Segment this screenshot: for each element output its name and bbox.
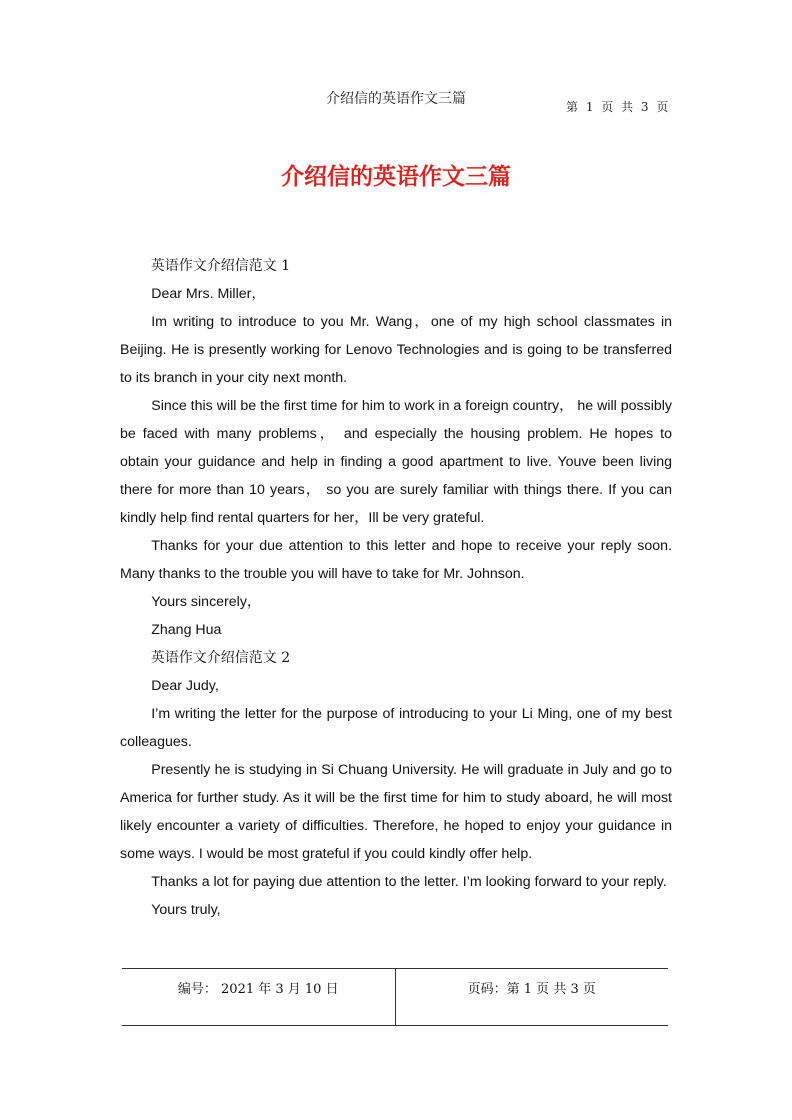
page-footer (122, 968, 668, 1026)
salutation-1: Dear Mrs. Miller， (151, 286, 266, 302)
paragraph: I’m writing the letter for the purpose of introducing to your Li Ming, one of my best colleagues. (120, 706, 672, 750)
section-heading-1: 英语作文介绍信范文 1 (150, 258, 291, 274)
page-header-page-info: 第 1 页 共 3 页 (566, 100, 671, 114)
paragraph: Im writing to introduce to you Mr. Wang，one of my high school classmates in Beijing. He is presently working for Lenovo Technologies and is going to be transferred to its branch in your city next month. (120, 314, 672, 386)
paragraph: Thanks a lot for paying due attention to the letter. I’m looking forward to your reply. (151, 874, 667, 890)
document-title: 介绍信的英语作文三篇 (281, 163, 511, 190)
page-header-title: 介绍信的英语作文三篇 (326, 91, 466, 107)
paragraph: Presently he is studying in Si Chuang University. He will graduate in July and go to America for further study. As it will be the first time for him to study aboard, he will most likely encounter a variety of difficulties. Therefore, he hoped to enjoy your guidance in some ways. I would be most grateful if you could kindly offer help. (120, 762, 672, 862)
section-heading-2: 英语作文介绍信范文 2 (150, 650, 291, 666)
paragraph: Thanks for your due attention to this letter and hope to receive your reply soon. Many thanks to the trouble you will have to take for Mr. Johnson. (120, 538, 672, 582)
salutation-2: Dear Judy, (151, 678, 219, 694)
signature-1: Zhang Hua (151, 622, 222, 638)
footer-page-code: 页码：第 1 页 共 3 页 (467, 982, 596, 997)
closing-2: Yours truly, (151, 902, 221, 918)
document-body (120, 252, 672, 924)
closing-1: Yours sincerely， (151, 594, 262, 610)
footer-serial: 编号： 2021 年 3 月 10 日 (122, 969, 396, 1025)
paragraph: Since this will be the first time for him to work in a foreign country， he will possibly be faced with many problems， and especially the housing problem. He hopes to obtain your guidance and help in finding a good apartment to live. Youve been living there for more than 10 years， so you are surely familiar with things there. If you can kindly help find rental quarters for her，Ill be very grateful. (120, 398, 672, 526)
